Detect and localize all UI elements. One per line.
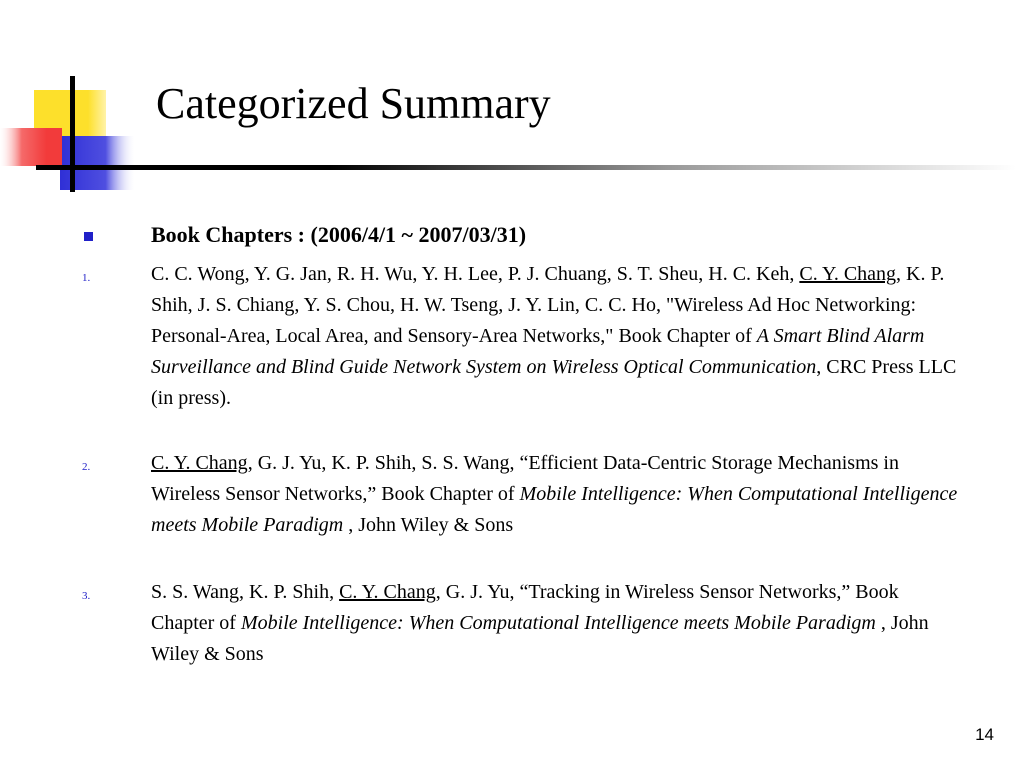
page-number: 14 — [975, 725, 994, 744]
reference-number: 1. — [82, 272, 91, 284]
slide-title: Categorized Summary — [156, 79, 551, 128]
reference-body: , G. J. Yu, “Tracking in Wireless Sensor Networks,” Book Chapter of — [151, 581, 899, 634]
reference-highlighted-author: C. Y. Chang — [339, 581, 436, 603]
reference-highlighted-author: C. Y. Chang — [799, 263, 897, 285]
reference-number: 3. — [82, 590, 91, 602]
reference-authors: C. C. Wong, Y. G. Jan, R. H. Wu, Y. H. Lee, P. J. Chuang, S. T. Sheu, H. C. Keh, — [151, 263, 800, 285]
reference-book-title: A Smart Blind Alarm Surveillance and Blind Guide Network System on Wireless Optical Communication — [151, 325, 925, 378]
reference-authors: S. S. Wang, K. P. Shih, — [151, 581, 340, 603]
reference-publisher: , CRC Press LLC (in press). — [151, 356, 957, 409]
reference-item — [151, 577, 961, 670]
reference-body: , K. P. Shih, J. S. Chiang, Y. S. Chou, H. W. Tseng, J. Y. Lin, C. C. Ho, "Wireless Ad Hoc Networking: Personal-Area, Local Area, and Sensory-Area Networks," Book Chapter of — [151, 263, 945, 347]
reference-publisher: , John Wiley & Sons — [151, 612, 929, 665]
reference-book-title: Mobile Intelligence: When Computational Intelligence meets Mobile Paradigm — [240, 612, 876, 634]
section-heading: Book Chapters : (2006/4/1 ~ 2007/03/31) — [151, 222, 527, 247]
corner-decoration-graphic — [0, 0, 140, 200]
reference-book-title: Mobile Intelligence: When Computational Intelligence meets Mobile Paradigm — [151, 483, 958, 536]
reference-body: , G. J. Yu, K. P. Shih, S. S. Wang, “Efficient Data-Centric Storage Mechanisms in Wireless Sensor Networks,” Book Chapter of — [151, 452, 899, 505]
reference-highlighted-author: C. Y. Chang — [151, 452, 248, 474]
reference-number: 2. — [82, 461, 91, 473]
square-bullet-icon — [84, 232, 93, 241]
reference-item — [151, 448, 961, 541]
title-underline-rule — [36, 165, 1016, 170]
reference-publisher: , John Wiley & Sons — [343, 514, 514, 536]
reference-item — [151, 259, 961, 414]
